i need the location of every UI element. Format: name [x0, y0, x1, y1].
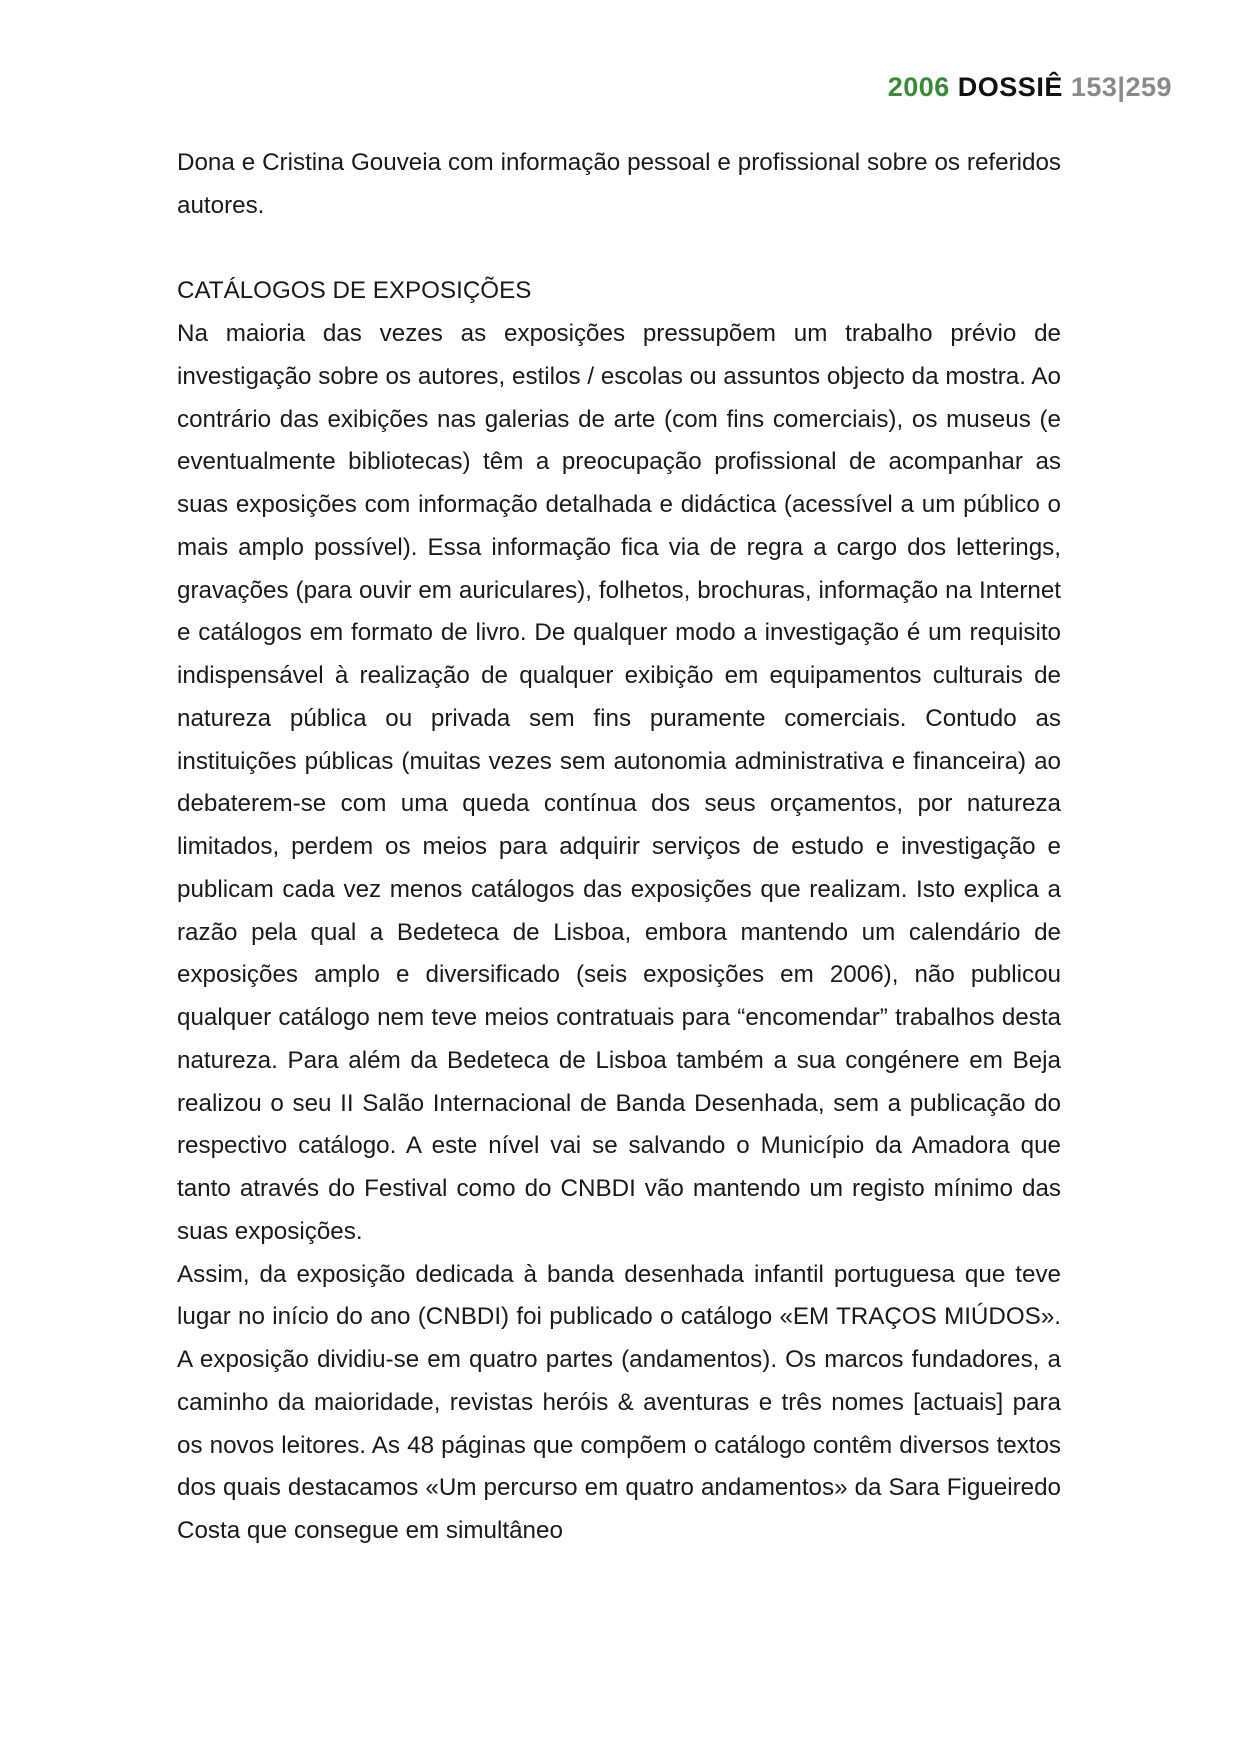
document-body: [177, 142, 1061, 1553]
page-header: [888, 72, 1172, 103]
paragraph-spacer: [177, 228, 1061, 271]
body-paragraph-1: Na maioria das vezes as exposições pressupõem um trabalho prévio de investigação sobre os autores, estilos / escolas ou assuntos objecto da mostra. Ao contrário das exibições nas galerias de arte (com fins comerciais), os museus (e eventualmente bibliotecas) têm a preocupação profissional de acompanhar as suas exposições com informação detalhada e didáctica (acessível a um público o mais amplo possível). Essa informação fica via de regra a cargo dos letterings, gravações (para ouvir em auriculares), folhetos, brochuras, informação na Internet e catálogos em formato de livro. De qualquer modo a investigação é um requisito indispensável à realização de qualquer exibição em equipamentos culturais de natureza pública ou privada sem fins puramente comerciais. Contudo as instituições públicas (muitas vezes sem autonomia administrativa e financeira) ao debaterem-se com uma queda contínua dos seus orçamentos, por natureza limitados, perdem os meios para adquirir serviços de estudo e investigação e publicam cada vez menos catálogos das exposições que realizam. Isto explica a razão pela qual a Bedeteca de Lisboa, embora mantendo um calendário de exposições amplo e diversificado (seis exposições em 2006), não publicou qualquer catálogo nem teve meios contratuais para “encomendar” trabalhos desta natureza. Para além da Bedeteca de Lisboa também a sua congénere em Beja realizou o seu II Salão Internacional de Banda Desenhada, sem a publicação do respectivo catálogo. A este nível vai se salvando o Município da Amadora que tanto através do Festival como do CNBDI vão mantendo um registo mínimo das suas exposições.: [177, 320, 1061, 1245]
section-heading: CATÁLOGOS DE EXPOSIÇÕES: [177, 277, 532, 305]
intro-paragraph: Dona e Cristina Gouveia com informação pessoal e profissional sobre os referidos autores.: [177, 149, 1061, 219]
header-page-number: 153|259: [1070, 72, 1172, 102]
body-paragraph-2: Assim, da exposição dedicada à banda desenhada infantil portuguesa que teve lugar no início do ano (CNBDI) foi publicado o catálogo «EM TRAÇOS MIÚDOS». A exposição dividiu-se em quatro partes (andamentos). Os marcos fundadores, a caminho da maioridade, revistas heróis & aventuras e três nomes [actuais] para os novos leitores. As 48 páginas que compõem o catálogo contêm diversos textos dos quais destacamos «Um percurso em quatro andamentos» da Sara Figueiredo Costa que consegue em simultâneo: [177, 1260, 1061, 1544]
header-year: 2006: [887, 72, 950, 102]
header-title: DOSSIÊ: [957, 72, 1063, 102]
